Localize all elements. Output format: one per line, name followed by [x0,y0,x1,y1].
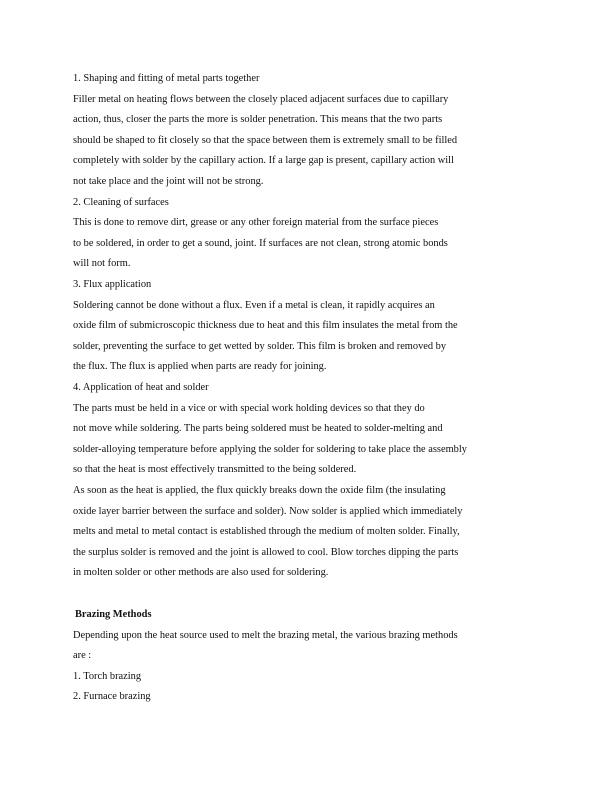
paragraph-line: completely with solder by the capillary action. If a large gap is present, capillary action will [73,155,454,166]
paragraph-line: solder, preventing the surface to get wetted by solder. This film is broken and removed by [73,341,447,352]
paragraph-line: are : [73,650,92,661]
paragraph-line: not take place and the joint will not be strong. [73,176,264,187]
paragraph-line: should be shaped to fit closely so that the space between them is extremely small to be filled [73,135,458,146]
paragraph-line: This is done to remove dirt, grease or any other foreign material from the surface pieces [73,217,439,228]
paragraph-line: to be soldered, in order to get a sound, joint. If surfaces are not clean, strong atomic bonds [73,238,448,249]
paragraph-line: Soldering cannot be done without a flux. Even if a metal is clean, it rapidly acquires an [73,300,435,311]
section-heading-flux: 3. Flux application [73,279,152,290]
paragraph-line: oxide layer barrier between the surface and solder). Now solder is applied which immediately [73,506,463,517]
paragraph-line: melts and metal to metal contact is established through the medium of molten solder. Finally, [73,526,460,537]
section-heading-heat: 4. Application of heat and solder [73,382,209,393]
paragraph-line: oxide film of submicroscopic thickness due to heat and this film insulates the metal from the [73,320,458,331]
paragraph-line: in molten solder or other methods are also used for soldering. [73,567,329,578]
paragraph-line: not move while soldering. The parts being soldered must be heated to solder-melting and [73,423,443,434]
brazing-methods-heading: Brazing Methods [75,609,152,620]
paragraph-line: solder-alloying temperature before applying the solder for soldering to take place the assembly [73,444,467,455]
paragraph-line: As soon as the heat is applied, the flux quickly breaks down the oxide film (the insulating [73,485,446,496]
paragraph-line: Depending upon the heat source used to melt the brazing metal, the various brazing methods [73,630,458,641]
list-item-furnace-brazing: 2. Furnace brazing [73,691,151,702]
section-heading-shaping: 1. Shaping and fitting of metal parts together [73,73,260,84]
paragraph-line: action, thus, closer the parts the more is solder penetration. This means that the two parts [73,114,443,125]
section-heading-cleaning: 2. Cleaning of surfaces [73,197,169,208]
paragraph-line: so that the heat is most effectively transmitted to the being soldered. [73,464,357,475]
paragraph-line: the flux. The flux is applied when parts are ready for joining. [73,361,327,372]
paragraph-line: The parts must be held in a vice or with special work holding devices so that they do [73,403,425,414]
paragraph-line: Filler metal on heating flows between the closely placed adjacent surfaces due to capillary [73,94,449,105]
list-item-torch-brazing: 1. Torch brazing [73,671,142,682]
paragraph-line: the surplus solder is removed and the joint is allowed to cool. Blow torches dipping the parts [73,547,459,558]
paragraph-line: will not form. [73,258,131,269]
